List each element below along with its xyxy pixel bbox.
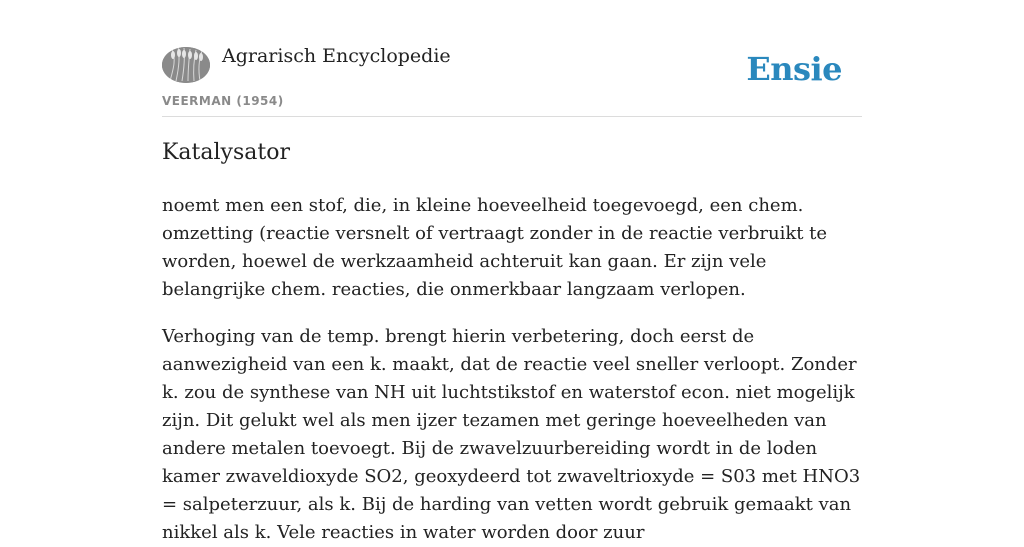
entry-title: Katalysator	[162, 140, 290, 165]
header	[162, 0, 862, 117]
wheat-logo-icon[interactable]	[162, 47, 210, 83]
article-paragraph-2: Verhoging van de temp. brengt hierin verbetering, doch eerst de aanwezigheid van een k. maakt, dat de reactie veel sneller verloopt. Zonder k. zou de synthese van NH uit luchtstikstof en waterstof econ. niet mogelijk zijn. Dit gelukt wel als men ijzer tezamen met geringe hoeveelheden van andere metalen toevoegt. Bij de zwavelzuurbereiding wordt in de loden kamer zwaveldioxyde SO2, geoxydeerd tot zwaveltrioxyde = S03 met HNO3 = salpeterzuur, als k. Bij de harding van vetten wordt gebruik gemaakt van nikkel als k. Vele reacties in water worden door zuur	[162, 326, 861, 543]
ensie-brand-logo[interactable]: Ensie	[746, 50, 842, 88]
article-paragraph-1: noemt men een stof, die, in kleine hoeveelheid toegevoegd, een chem. omzetting (reactie versnelt of vertraagt zonder in de reactie verbruikt te worden, hoewel de werkzaamheid achteruit kan gaan. Er zijn vele belangrijke chem. reacties, die onmerkbaar langzaam verlopen.	[162, 195, 828, 300]
source-subtitle: VEERMAN (1954)	[162, 94, 284, 108]
site-title[interactable]: Agrarisch Encyclopedie	[222, 45, 451, 67]
page	[162, 0, 862, 543]
